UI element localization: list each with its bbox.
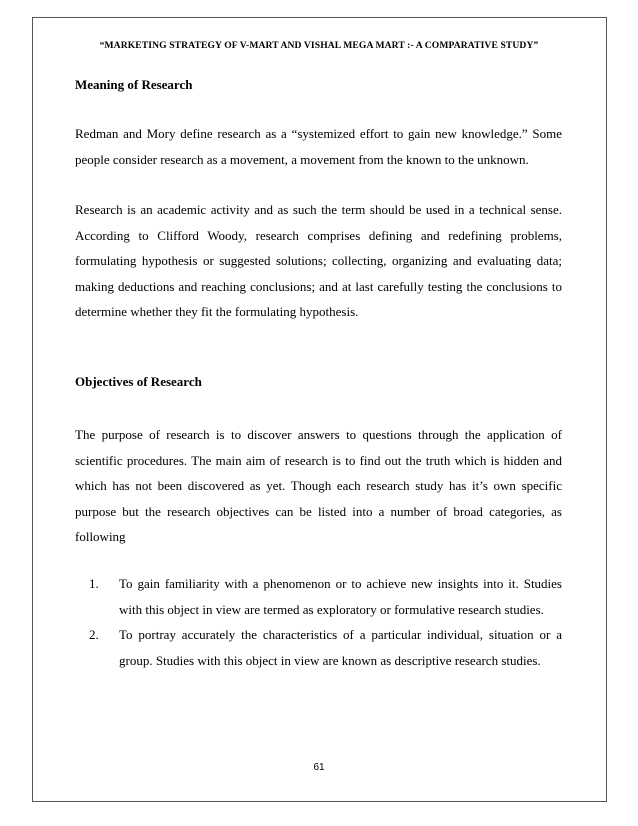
list-item-number: 2.: [89, 627, 99, 642]
heading-meaning-of-research: Meaning of Research: [75, 77, 193, 92]
page-number: 61: [313, 762, 325, 773]
list-item-number: 1.: [89, 576, 99, 591]
running-header: “MARKETING STRATEGY OF V-MART AND VISHAL MEGA MART :- A COMPARATIVE STUDY”: [99, 40, 539, 51]
list-item: [89, 622, 562, 673]
paragraph-academic-activity: Research is an academic activity and as such the term should be used in a technical sense. According to Clifford Woody, research comprises defining and redefining problems, formulating hypothesis or suggested solutions; collecting, organizing and evaluating data; making deductions and reaching conclusions; and at last carefully testing the conclusions to determine whether they fit the formulating hypothesis.: [75, 202, 562, 319]
list-item: [89, 571, 562, 622]
objectives-list: [89, 571, 562, 673]
heading-objectives-of-research: Objectives of Research: [75, 374, 202, 389]
paragraph-definition: Redman and Mory define research as a “systemized effort to gain new knowledge.” Some people consider research as a movement, a movement from the known to the unknown.: [75, 126, 562, 167]
paragraph-purpose: The purpose of research is to discover answers to questions through the application of scientific procedures. The main aim of research is to find out the truth which is hidden and which has not been discovered as yet. Though each research study has it’s own specific purpose but the research objectives can be listed into a number of broad categories, as following: [75, 427, 562, 544]
list-item-text: To gain familiarity with a phenomenon or to achieve new insights into it. Studies with this object in view are termed as exploratory or formulative research studies.: [119, 576, 562, 617]
list-item-text: To portray accurately the characteristics of a particular individual, situation or a group. Studies with this object in view are known as descriptive research studies.: [119, 627, 562, 668]
